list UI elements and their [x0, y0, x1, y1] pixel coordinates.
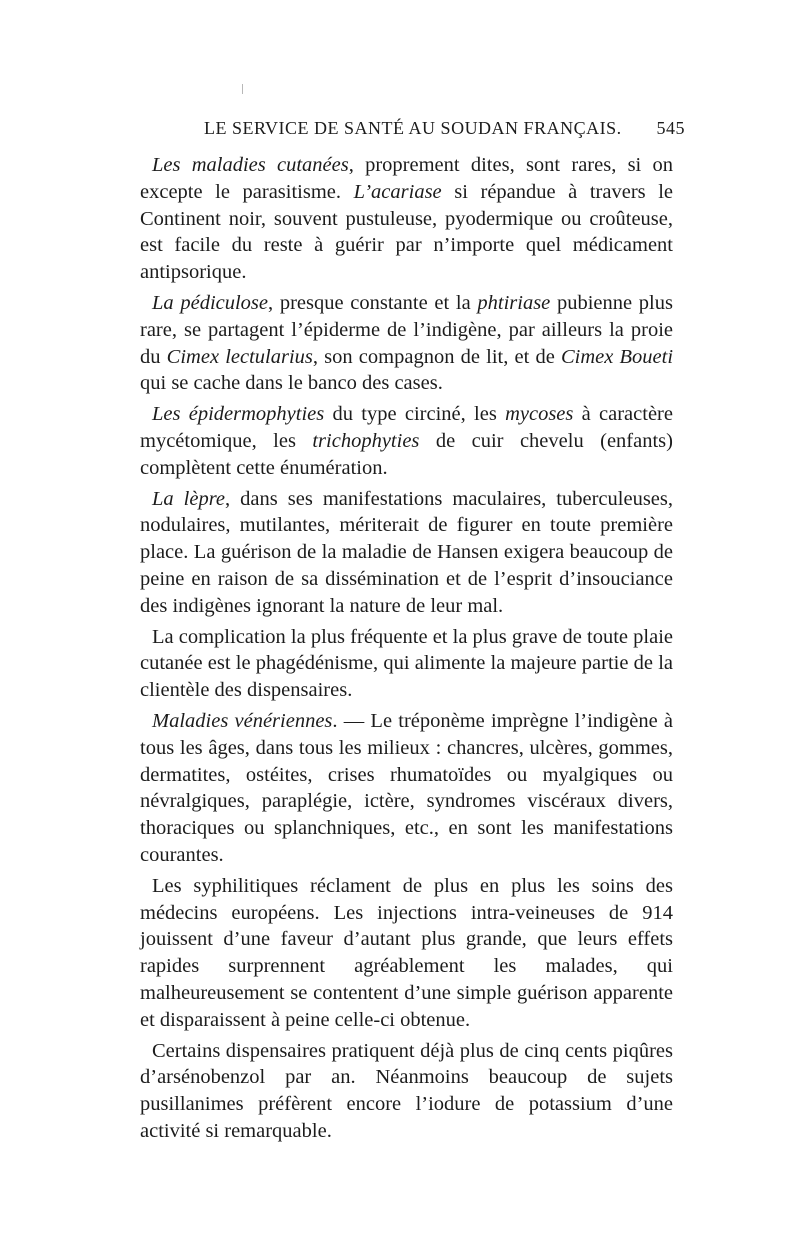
stray-print-mark	[242, 84, 243, 94]
paragraph	[140, 401, 673, 481]
text-run: . — Le tréponème imprègne l’indigène à tous les âges, dans tous les milieux : chancres, ulcères, gommes, dermatites, ostéites, crises rhumatoïdes ou myalgiques ou névralgiques, paraplégie, ictère, syndromes viscéraux divers, thoraciques ou splanchniques, etc., en sont les manifestations courantes.	[140, 709, 673, 866]
paragraph	[140, 624, 673, 704]
italic-term: L’acariase	[353, 180, 442, 203]
text-run: de cuir chevelu (enfants) complètent cette énumération.	[140, 429, 673, 479]
text-run: , dans ses manifestations maculaires, tuberculeuses, nodulaires, mutilantes, mériterait de figurer en toute première place. La guérison de la maladie de Hansen exigera beaucoup de peine en raison de sa dissémination et de l’esprit d’insouciance des indigènes ignorant la nature de leur mal.	[140, 487, 674, 617]
text-run: à caractère mycétomique, les	[140, 403, 673, 452]
text-run: si répandue à travers le Continent noir, souvent pustuleuse, pyodermique ou croûteuse, est facile du reste à guérir par n’importe quel médicament antipsorique.	[140, 180, 673, 284]
text-run: , proprement dites, sont rares, si on excepte le parasitisme.	[140, 154, 673, 203]
text-run: , son compagnon de lit, et de	[312, 345, 561, 368]
italic-term: phtiriase	[477, 291, 551, 314]
italic-term: Les maladies cutanées	[152, 154, 349, 176]
italic-term: Les épidermophyties	[152, 403, 325, 426]
paragraph	[140, 873, 673, 1034]
page-number: 545	[656, 118, 685, 138]
text-run: La complication la plus fréquente et la plus grave de toute plaie cutanée est le phagédénisme, qui alimente la majeure partie de la clientèle des dispensaires.	[140, 625, 673, 702]
italic-term: Maladies vénériennes	[152, 709, 333, 732]
running-title: LE SERVICE DE SANTÉ AU SOUDAN FRANÇAIS.	[204, 118, 622, 138]
text-run: qui se cache dans le banco des cases.	[140, 372, 443, 395]
paragraph	[140, 152, 673, 286]
page-header	[140, 118, 685, 142]
text-run: Certains dispensaires pratiquent déjà plus de cinq cents piqûres d’arsénobenzol par an. Néanmoins beaucoup de sujets pusillanimes préfèrent encore l’iodure de potassium d’une activité si remarquable.	[140, 1039, 673, 1142]
body-text	[140, 152, 673, 1149]
italic-term: mycoses	[505, 403, 574, 426]
italic-term: La pédiculose	[152, 291, 269, 314]
italic-term: trichophyties	[312, 429, 420, 452]
text-run: , presque constante et la	[268, 291, 478, 314]
paragraph	[140, 486, 673, 620]
text-run: pubienne plus rare, se partagent l’épiderme de l’indigène, par ailleurs la proie du	[140, 291, 673, 368]
text-run: du type circiné, les	[324, 403, 506, 426]
paragraph	[140, 1038, 673, 1145]
italic-term: La lèpre	[152, 487, 226, 510]
paragraph	[140, 290, 673, 397]
paragraph	[140, 708, 673, 869]
text-run: Les syphilitiques réclament de plus en plus les soins des médecins européens. Les injections intra-veineuses de 914 jouissent d’une faveur d’autant plus grande, que leurs effets rapides surprennent agréablement les malades, qui malheureusement se contentent d’une simple guérison apparente et disparaissent à peine celle-ci obtenue.	[140, 874, 673, 1031]
italic-term: Cimex Boueti	[560, 345, 674, 368]
italic-term: Cimex lectularius	[166, 345, 313, 368]
